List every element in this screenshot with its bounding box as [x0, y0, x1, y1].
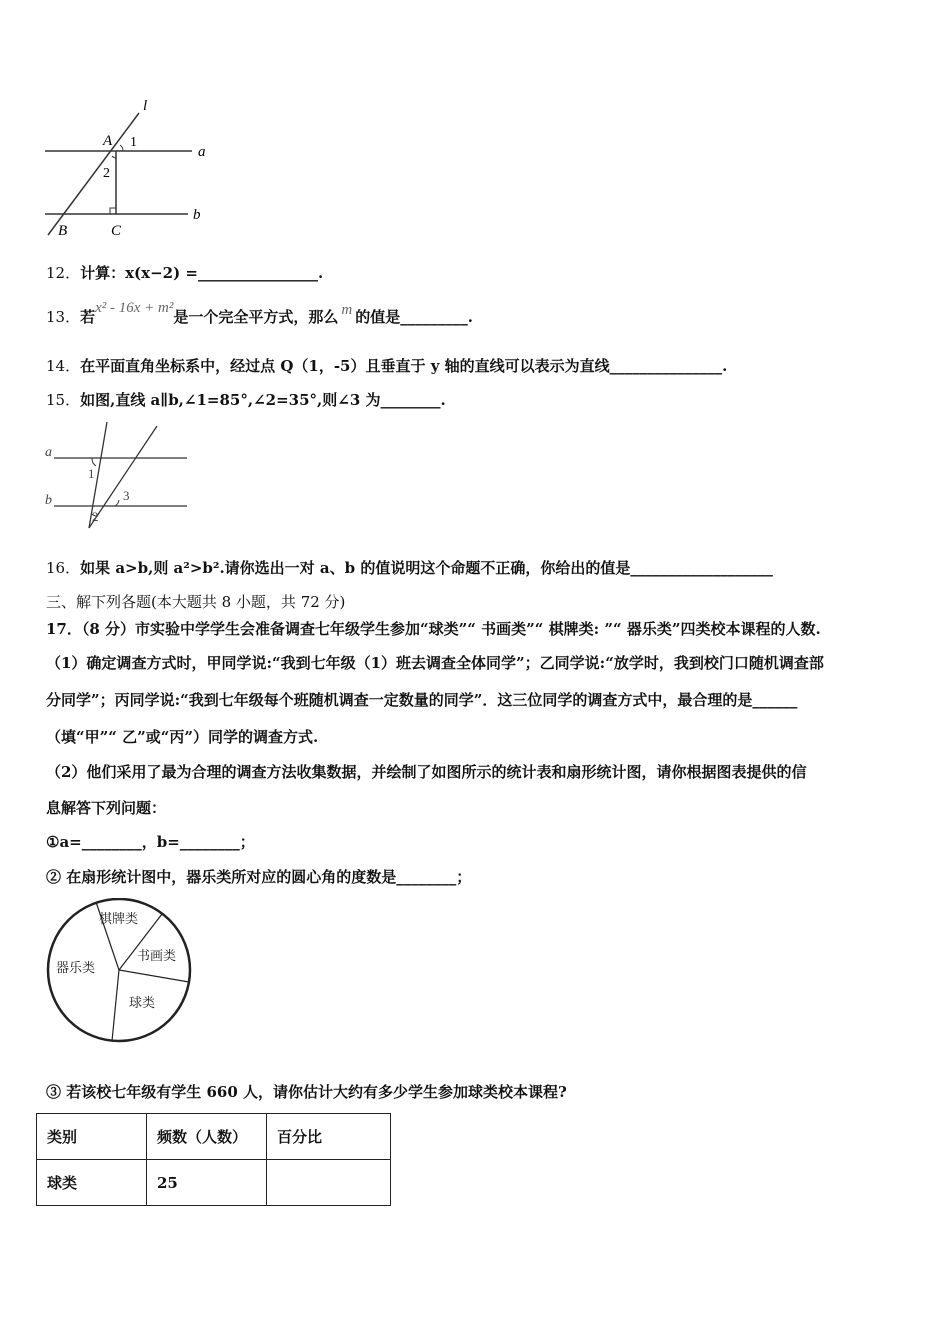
question-text: 计算：x(x−2) =________________.: [80, 264, 324, 282]
question-15: [46, 389, 446, 410]
label-a: a: [45, 445, 52, 460]
math-expression: x² - 16x + m²: [95, 300, 174, 316]
q17-sub1: ①a=________，b=________；: [46, 833, 255, 851]
section-heading: 三、解下列各题(本大题共 8 小题，共 72 分): [46, 593, 346, 611]
angle-2-label: 2: [92, 509, 99, 524]
question-number: 16．: [46, 559, 81, 577]
parallel-lines-figure-11: [40, 95, 220, 240]
q17-sub3: ③ 若该校七年级有学生 660 人，请你估计大约有多少学生参加球类校本课程?: [46, 1083, 567, 1101]
pie-chart: [44, 898, 196, 1048]
q17-part2-line2: 息解答下列问题：: [46, 799, 167, 817]
pie-label-qiyue: 器乐类: [56, 960, 96, 975]
table-cell: [267, 1160, 391, 1206]
table-header-cell: 频数（人数）: [147, 1114, 267, 1160]
angle-1-label: 1: [130, 135, 137, 150]
math-var: m: [341, 302, 353, 318]
table-header-cell: 类别: [37, 1114, 147, 1160]
question-number: 13．: [46, 308, 81, 326]
question-text: 在平面直角坐标系中，经过点 Q（1，-5）且垂直于 y 轴的直线可以表示为直线_______________.: [80, 357, 728, 375]
question-text: 如图,直线 a∥b,∠1=85°,∠2=35°,则∠3 为________.: [80, 391, 446, 409]
q17-part1-line3: （填“甲”“ 乙”或“丙”）同学的调查方式.: [46, 728, 319, 746]
question-text: 如果 a>b,则 a²>b².请你选出一对 a、b 的值说明这个命题不正确，你给出的值是___________________: [80, 559, 773, 577]
question-post: 的值是_________.: [355, 308, 473, 326]
label-A: A: [103, 133, 113, 149]
label-l: l: [143, 98, 148, 114]
question-number: 15．: [46, 391, 81, 409]
angle-3-label: 3: [123, 488, 130, 503]
parallel-lines-figure-15: [42, 418, 192, 533]
question-number: 14．: [46, 357, 81, 375]
q17-part1-line1: （1）确定调查方式时，甲同学说:“我到七年级（1）班去调查全体同学”；乙同学说:“放学时，我到校门口随机调查部: [46, 654, 824, 672]
table-cell: 球类: [37, 1160, 147, 1206]
table-header-row: [37, 1114, 391, 1160]
q17-sub2: ② 在扇形统计图中，器乐类所对应的圆心角的度数是________；: [46, 868, 472, 886]
pie-label-qipai: 棋牌类: [99, 911, 139, 926]
angle-1-label: 1: [88, 466, 95, 481]
question-12: [46, 262, 323, 283]
q17-part1-line2: 分同学”；丙同学说:“我到七年级每个班随机调查一定数量的同学”．这三位同学的调查方式中，最合理的是______: [46, 691, 798, 709]
question-14: [46, 355, 727, 376]
q17-part2-line1: （2）他们采用了最为合理的调查方法收集数据，并绘制了如图所示的统计表和扇形统计图，请你根据图表提供的信: [46, 763, 807, 781]
pie-label-qiulei: 球类: [129, 995, 156, 1010]
question-13: [46, 300, 473, 327]
label-b: b: [193, 207, 201, 223]
table-header-cell: 百分比: [267, 1114, 391, 1160]
label-B: B: [58, 223, 68, 239]
angle-2-label: 2: [103, 166, 110, 181]
stats-table: [36, 1113, 391, 1206]
question-pre: 若: [80, 308, 96, 326]
pie-label-shuhua: 书画类: [137, 948, 177, 963]
question-mid: 是一个完全平方式，那么: [173, 308, 339, 326]
question-17-intro: 17．（8 分）市实验中学学生会准备调查七年级学生参加“球类”“ 书画类”“ 棋牌类: ”“ 器乐类”四类校本课程的人数.: [46, 620, 821, 638]
label-a: a: [198, 144, 206, 160]
label-b: b: [45, 493, 52, 508]
question-16: [46, 557, 773, 578]
label-C: C: [111, 223, 122, 239]
question-number: 12．: [46, 264, 81, 282]
table-row: [37, 1160, 391, 1206]
table-cell: 25: [147, 1160, 267, 1206]
